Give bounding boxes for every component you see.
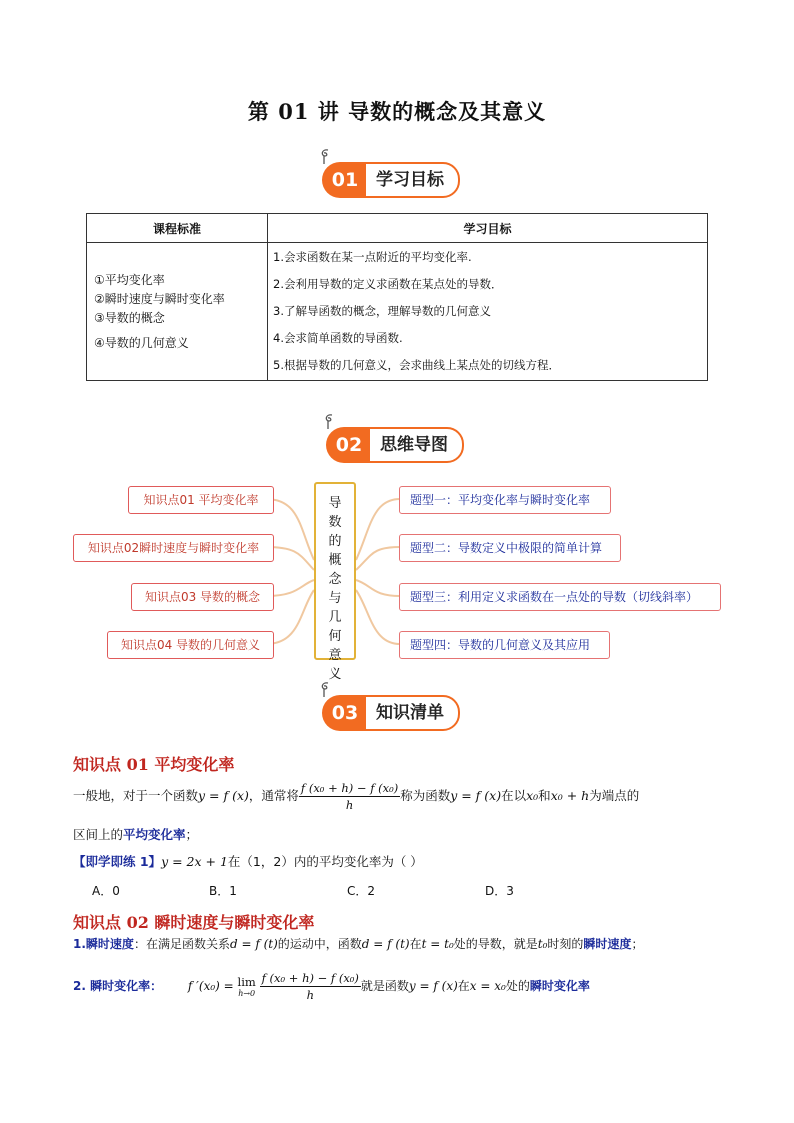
choice-b: B．1 xyxy=(209,884,237,898)
hook-icon xyxy=(318,681,332,697)
mindmap-left-node: 知识点04 导数的几何意义 xyxy=(107,631,274,659)
fraction-numerator: f (x₀ + h) − f (x₀) xyxy=(300,781,399,795)
kp2-heading: 知识点 02 瞬时速度与瞬时变化率 xyxy=(73,913,315,932)
fraction xyxy=(260,970,361,1003)
objective-item: 5.根据导数的几何意义，会求曲线上某点处的切线方程． xyxy=(273,358,560,372)
text: 在 xyxy=(409,937,422,951)
center-char: 导 xyxy=(328,496,342,511)
kp1-paragraph-2 xyxy=(73,825,198,845)
math: y = f (x) xyxy=(408,979,458,993)
standard-item: ④导数的几何意义 xyxy=(94,335,189,350)
text: 处的 xyxy=(505,979,530,993)
limit xyxy=(238,975,256,999)
section-label: 知识清单 xyxy=(364,695,460,731)
keyword: 瞬时速度 xyxy=(583,937,632,951)
math: t₀ xyxy=(537,937,548,951)
kp1-exercise xyxy=(73,852,423,872)
math: d = f (t) xyxy=(229,937,278,951)
math: y = 2x + 1 xyxy=(161,854,228,869)
math: x = x₀ xyxy=(469,979,506,993)
table-header: 课程标准 xyxy=(87,214,268,243)
section-label: 思维导图 xyxy=(368,427,464,463)
standards-cell xyxy=(87,243,268,381)
mindmap-right-node: 题型四：导数的几何意义及其应用 xyxy=(399,631,610,659)
center-char: 何 xyxy=(328,629,342,644)
keyword: 平均变化率 xyxy=(123,827,186,842)
text: ； xyxy=(185,827,199,842)
objective-item: 2.会利用导数的定义求函数在某点处的导数． xyxy=(273,277,503,291)
mindmap-left-node: 知识点02瞬时速度与瞬时变化率 xyxy=(73,534,274,562)
math: x₀ xyxy=(526,788,539,803)
mindmap-right-node: 题型二：导数定义中极限的简单计算 xyxy=(399,534,621,562)
keyword: 2. 瞬时变化率： xyxy=(73,979,163,993)
text: 时刻的 xyxy=(547,937,584,951)
section-label: 学习目标 xyxy=(364,162,460,198)
center-char: 几 xyxy=(328,610,342,625)
kp1-paragraph xyxy=(73,780,723,813)
kp2-line-1 xyxy=(73,934,643,954)
kp1-heading: 知识点 01 平均变化率 xyxy=(73,755,235,774)
choice-a: A．0 xyxy=(92,884,120,898)
text: 的运动中，函数 xyxy=(277,937,362,951)
text: 1. xyxy=(73,937,86,951)
limit-text: lim xyxy=(237,974,256,989)
kp2-line-2 xyxy=(73,970,590,1003)
text: 在以 xyxy=(501,788,527,803)
center-char: 与 xyxy=(328,591,342,606)
mindmap-left-node: 知识点03 导数的概念 xyxy=(131,583,274,611)
objective-item: 3.了解导函数的概念，理解导数的几何意义 xyxy=(273,304,491,318)
choice-c: C．2 xyxy=(347,884,376,898)
hook-icon xyxy=(318,148,332,164)
text: 处的导数，就是 xyxy=(453,937,538,951)
standard-item: ②瞬时速度与瞬时变化率 xyxy=(94,291,225,306)
text: ：在满足函数关系 xyxy=(133,937,230,951)
objective-item: 4.会求简单函数的导函数. xyxy=(273,331,403,345)
objectives-cell xyxy=(268,243,708,381)
section-number: 01 xyxy=(322,162,368,198)
text: 区间上的 xyxy=(73,827,124,842)
mindmap-center xyxy=(314,482,356,682)
center-char: 概 xyxy=(328,553,342,568)
exercise-tag: 【即学即练 1】 xyxy=(73,854,162,869)
standard-item: ①平均变化率 xyxy=(94,272,165,287)
limit-sub: h→0 xyxy=(238,988,256,998)
table-header: 学习目标 xyxy=(268,214,708,243)
text: 和 xyxy=(538,788,551,803)
choice-d: D．3 xyxy=(485,884,514,898)
text: 称为函数 xyxy=(400,788,451,803)
mindmap-left-node: 知识点01 平均变化率 xyxy=(128,486,274,514)
section-number: 02 xyxy=(326,427,372,463)
text: 一般地，对于一个函数 xyxy=(73,788,199,803)
fraction-denominator: h xyxy=(306,988,314,1002)
center-char: 数 xyxy=(328,515,342,530)
center-char: 意 xyxy=(328,648,342,663)
text: 在 xyxy=(457,979,470,993)
fraction xyxy=(299,780,400,813)
hook-icon xyxy=(322,413,336,429)
page-title: 第 01 讲 导数的概念及其意义 xyxy=(247,99,547,124)
keyword: 瞬时变化率 xyxy=(529,979,590,993)
objective-item: 1.会求函数在某一点附近的平均变化率. xyxy=(273,250,472,264)
text: ，通常将 xyxy=(248,788,299,803)
standard-item: ③导数的概念 xyxy=(94,310,165,325)
section-number: 03 xyxy=(322,695,368,731)
keyword: 瞬时速度 xyxy=(85,937,134,951)
center-char: 的 xyxy=(328,534,342,549)
text: ； xyxy=(631,937,644,951)
mindmap-right-node: 题型一：平均变化率与瞬时变化率 xyxy=(399,486,611,514)
math: y = f (x) xyxy=(450,788,502,803)
math: f ′(x₀) = xyxy=(187,979,234,993)
text: 就是函数 xyxy=(360,979,409,993)
exercise-text: 在（1，2）内的平均变化率为（ ） xyxy=(227,854,423,869)
math: t = t₀ xyxy=(421,937,454,951)
text: 为端点的 xyxy=(589,788,640,803)
math: x₀ + h xyxy=(550,788,590,803)
math: d = f (t) xyxy=(361,937,410,951)
center-char: 念 xyxy=(328,572,342,587)
fraction-denominator: h xyxy=(345,798,354,812)
math: y = f (x) xyxy=(198,788,249,803)
goals-table xyxy=(86,213,708,381)
fraction-numerator: f (x₀ + h) − f (x₀) xyxy=(261,971,359,985)
center-char: 义 xyxy=(328,667,342,682)
mindmap-right-node: 题型三：利用定义求函数在一点处的导数（切线斜率） xyxy=(399,583,721,611)
